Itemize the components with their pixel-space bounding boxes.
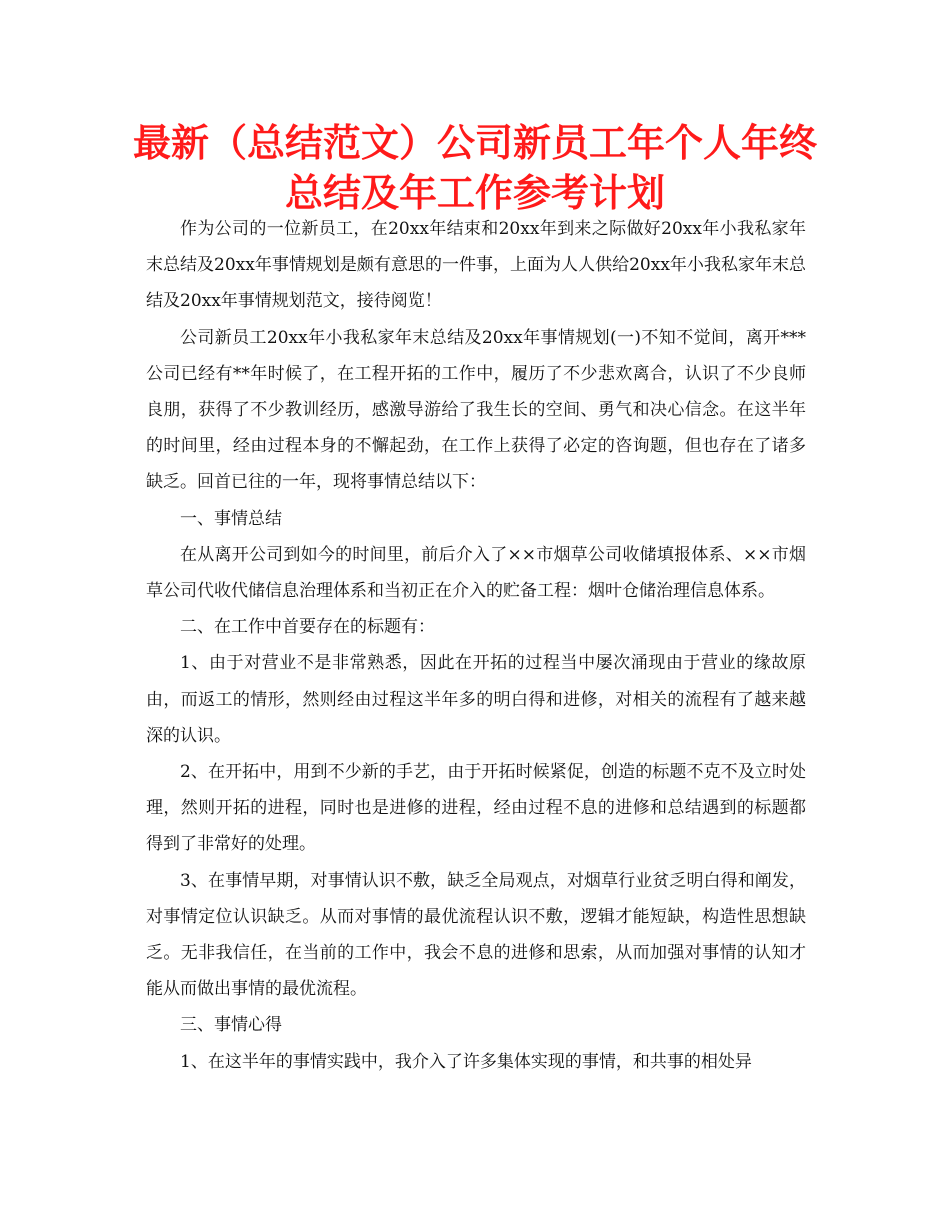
section-heading-problems: 二、在工作中首要存在的标题有： bbox=[180, 617, 435, 638]
title-line-2: 总结及年工作参考计划 bbox=[284, 171, 665, 215]
paragraph-problem-1: 1、由于对营业不是非常熟悉，因此在开拓的过程当中屡次涌现由于营业的缘故原由，而返工的情形，然则经由过程这半年多的明白得和进修，对相关的流程有了越来越深的认识。 bbox=[146, 653, 806, 746]
paragraph-problem-2: 2、在开拓中，用到不少新的手艺，由于开拓时候紧促，创造的标题不克不及立时处理，然则开拓的进程，同时也是进修的进程，经由过程不息的进修和总结遇到的标题都得到了非常好的处理。 bbox=[146, 762, 806, 855]
section-heading-experience: 三、事情心得 bbox=[180, 1015, 282, 1036]
paragraph-work-summary: 在从离开公司到如今的时间里，前后介入了××市烟草公司收储填报体系、××市烟草公司代收代储信息治理体系和当初正在介入的贮备工程：烟叶仓储治理信息体系。 bbox=[146, 544, 806, 602]
section-heading-work-summary: 一、事情总结 bbox=[180, 508, 282, 529]
document-title bbox=[100, 118, 850, 218]
document-body bbox=[146, 211, 806, 1080]
paragraph-plan-one: 公司新员工20xx年小我私家年末总结及20xx年事情规划(一)不知不觉间，离开***公司已经有**年时候了，在工程开拓的工作中，履历了不少悲欢离合，认识了不少良师良朋，获得了不少教训经历，感激导游给了我生长的空间、勇气和决心信念。在这半年的时间里，经由过程本身的不懈起劲，在工作上获得了必定的咨询题，但也存在了诸多缺乏。回首已往的一年，现将事情总结以下： bbox=[146, 327, 806, 493]
paragraph-problem-3: 3、在事情早期，对事情认识不敷，缺乏全局观点，对烟草行业贫乏明白得和阐发，对事情定位认识缺乏。从而对事情的最优流程认识不敷，逻辑才能短缺，构造性思想缺乏。无非我信任，在当前的工作中，我会不息的进修和思索，从而加强对事情的认知才能从而做出事情的最优流程。 bbox=[146, 870, 806, 1000]
paragraph-intro: 作为公司的一位新员工，在20xx年结束和20xx年到来之际做好20xx年小我私家年末总结及20xx年事情规划是颇有意思的一件事，上面为人人供给20xx年小我私家年末总结及20xx年事情规划范文，接待阅览！ bbox=[146, 219, 806, 312]
title-line-1: 最新（总结范文）公司新员工年个人年终 bbox=[132, 121, 817, 165]
paragraph-experience-1: 1、在这半年的事情实践中，我介入了许多集体实现的事情，和共事的相处异 bbox=[180, 1051, 752, 1072]
